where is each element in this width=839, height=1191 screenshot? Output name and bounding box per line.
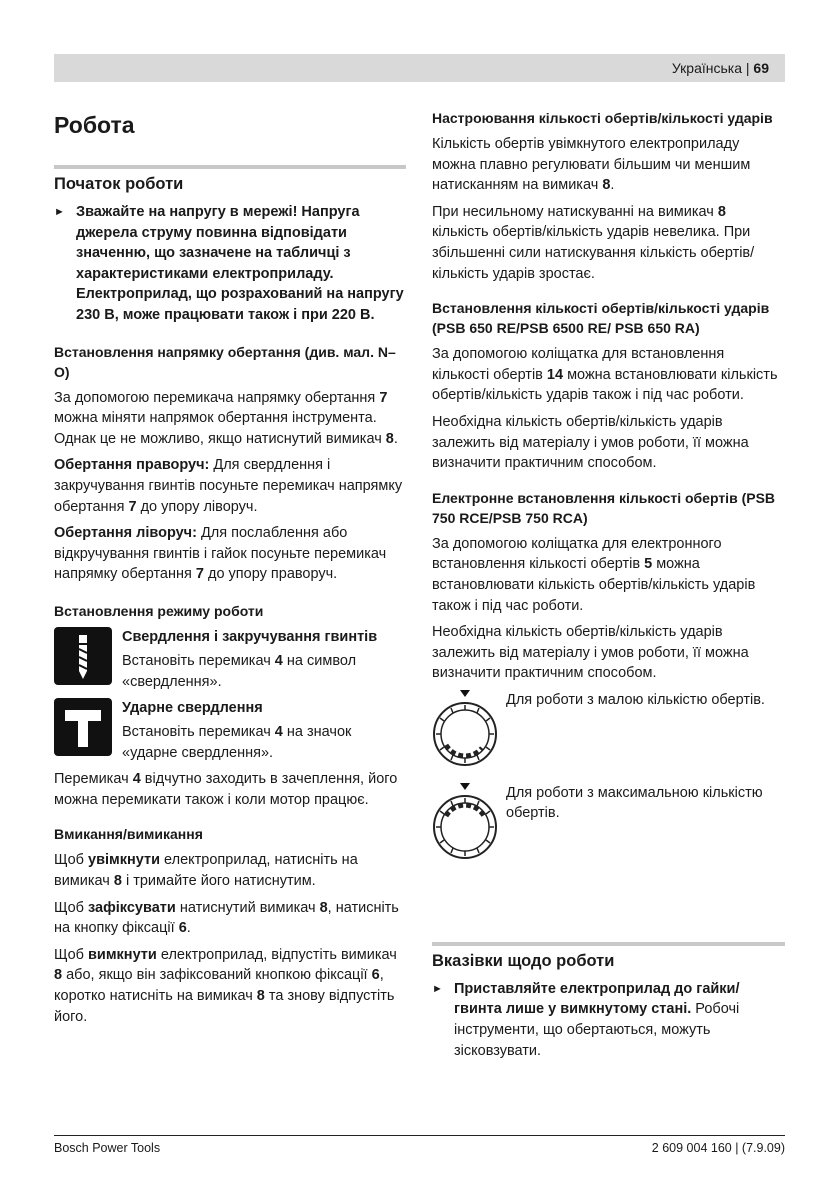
page-title: Робота [54,112,135,138]
dial-low-row [432,690,785,775]
footer-divider [54,1135,785,1136]
electronic-p1: За допомогою коліщатка для електронного встановлення кількості обертів 5 можна встановлювати кількість обертів/кількість ударів також і під час роботи. [432,535,756,614]
voltage-warning-text: Зважайте на напругу в мережі! Напруга джерела струму повинна відповідати значенню, що зазначене на табличці з характеристиками електроприладу. Електроприлад, що розрахований на напругу 230 В, може працювати також і при 220 В. [76,204,404,323]
start-heading: Початок роботи [54,175,184,193]
header-language: Українська [671,60,742,76]
speed-p1: Кількість обертів увімкнутого електроприладу можна плавно регулювати більшим чи меншим натисканням на вимикач 8. [432,136,751,194]
bullet-arrow-icon: ► [432,982,443,995]
right-column [432,100,785,1071]
electronic-heading: Електронне встановлення кількості обертів (PSB 750 RCE/PSB 750 RCA) [432,489,776,526]
voltage-warning [54,202,406,326]
footer-doc-number: 2 609 004 160 | (7.9.09) [651,1141,785,1155]
onoff-switch-on: Щоб увімкнути електроприлад, натисніть на вимикач 8 і тримайте його натиснутим. [54,852,358,890]
rotation-intro: За допомогою перемикача напрямку обертання 7 можна міняти напрямок обертання інструмента. Однак це не можливо, якщо натиснутий вимикач 8. [54,389,398,447]
left-column [54,100,406,1033]
rotation-left: Обертання ліворуч: Для послаблення або відкручування гвинтів і гайок посуньте перемикач напрямку обертання 7 до упору праворуч. [54,525,387,583]
electronic-p2: Необхідна кількість обертів/кількість ударів залежить від матеріалу і умов роботи, її можна визначити практичним способом. [432,624,749,682]
drill-mode-title: Свердлення і закручування гвинтів [122,628,378,645]
speed-heading: Настроювання кількості обертів/кількості ударів [432,110,773,126]
impact-mode-text: Встановіть перемикач 4 на значок «ударне свердлення». [122,724,352,761]
rotation-right: Обертання праворуч: Для свердлення і закручування гвинтів посуньте перемикач напрямку обертання 7 до упору ліворуч. [54,457,403,515]
footer-brand: Bosch Power Tools [54,1141,161,1155]
dial-high-row [432,783,785,868]
tips-bullet-bold: Приставляйте електроприлад до гайки/гвинта лише у вимкнутому стані. [454,980,740,1018]
drill-icon [54,627,112,685]
tips-heading: Вказівки щодо роботи [432,951,615,970]
tips-bullet-text: Робочі інструменти, що обертаються, можуть зісковзувати. [454,1001,740,1059]
speed-dial-high-icon [432,783,500,868]
onoff-heading: Вмикання/вимикання [54,826,203,843]
impact-mode-title: Ударне свердлення [122,700,263,717]
section-divider [432,942,785,946]
dial-high-text: Для роботи з максимальною кількістю обертів. [506,784,763,822]
page-header [672,60,769,76]
header-bar [54,54,785,82]
hammer-icon [54,698,112,756]
mode-heading: Встановлення режиму роботи [54,602,264,619]
impact-mode-row [54,698,406,763]
speed-p2: При несильному натискуванні на вимикач 8 кількість обертів/кількість ударів невелика. При збільшенні сили натискування кількість обертів/кількість ударів зростає. [432,203,755,282]
section-divider [54,165,406,169]
header-separator: | [745,60,750,76]
drill-mode-text: Встановіть перемикач 4 на символ «свердлення». [122,652,357,690]
dial-low-text: Для роботи з малою кількістю обертів. [506,691,765,708]
preset-p1: За допомогою коліщатка для встановлення кількості обертів 14 можна встановлювати кількість обертів/кількість ударів також і під час роботи. [432,346,778,404]
speed-dial-low-icon [432,690,500,775]
onoff-switch-off: Щоб вимкнути електроприлад, відпустіть вимикач 8 або, якщо він зафіксований кнопкою фіксації 6, коротко натисніть на вимикач 8 та знову відпустіть його. [54,946,397,1025]
mode-note: Перемикач 4 відчутно заходить в зачеплення, його можна перемикати також і коли мотор працює. [54,771,398,808]
onoff-lock: Щоб зафіксувати натиснутий вимикач 8, натисніть на кнопку фіксації 6. [54,899,399,937]
preset-p2: Необхідна кількість обертів/кількість ударів залежить від матеріалу і умов роботи, її можна визначити практичним способом. [432,413,749,472]
page-number: 69 [753,60,769,76]
bullet-arrow-icon: ► [54,206,65,218]
drill-mode-row [54,627,406,692]
rotation-heading: Встановлення напрямку обертання (див. мал. N–O) [54,343,396,380]
preset-heading: Встановлення кількості обертів/кількості ударів (PSB 650 RE/PSB 6500 RE/ PSB 650 RA) [432,300,770,337]
tips-bullet [432,979,785,1061]
